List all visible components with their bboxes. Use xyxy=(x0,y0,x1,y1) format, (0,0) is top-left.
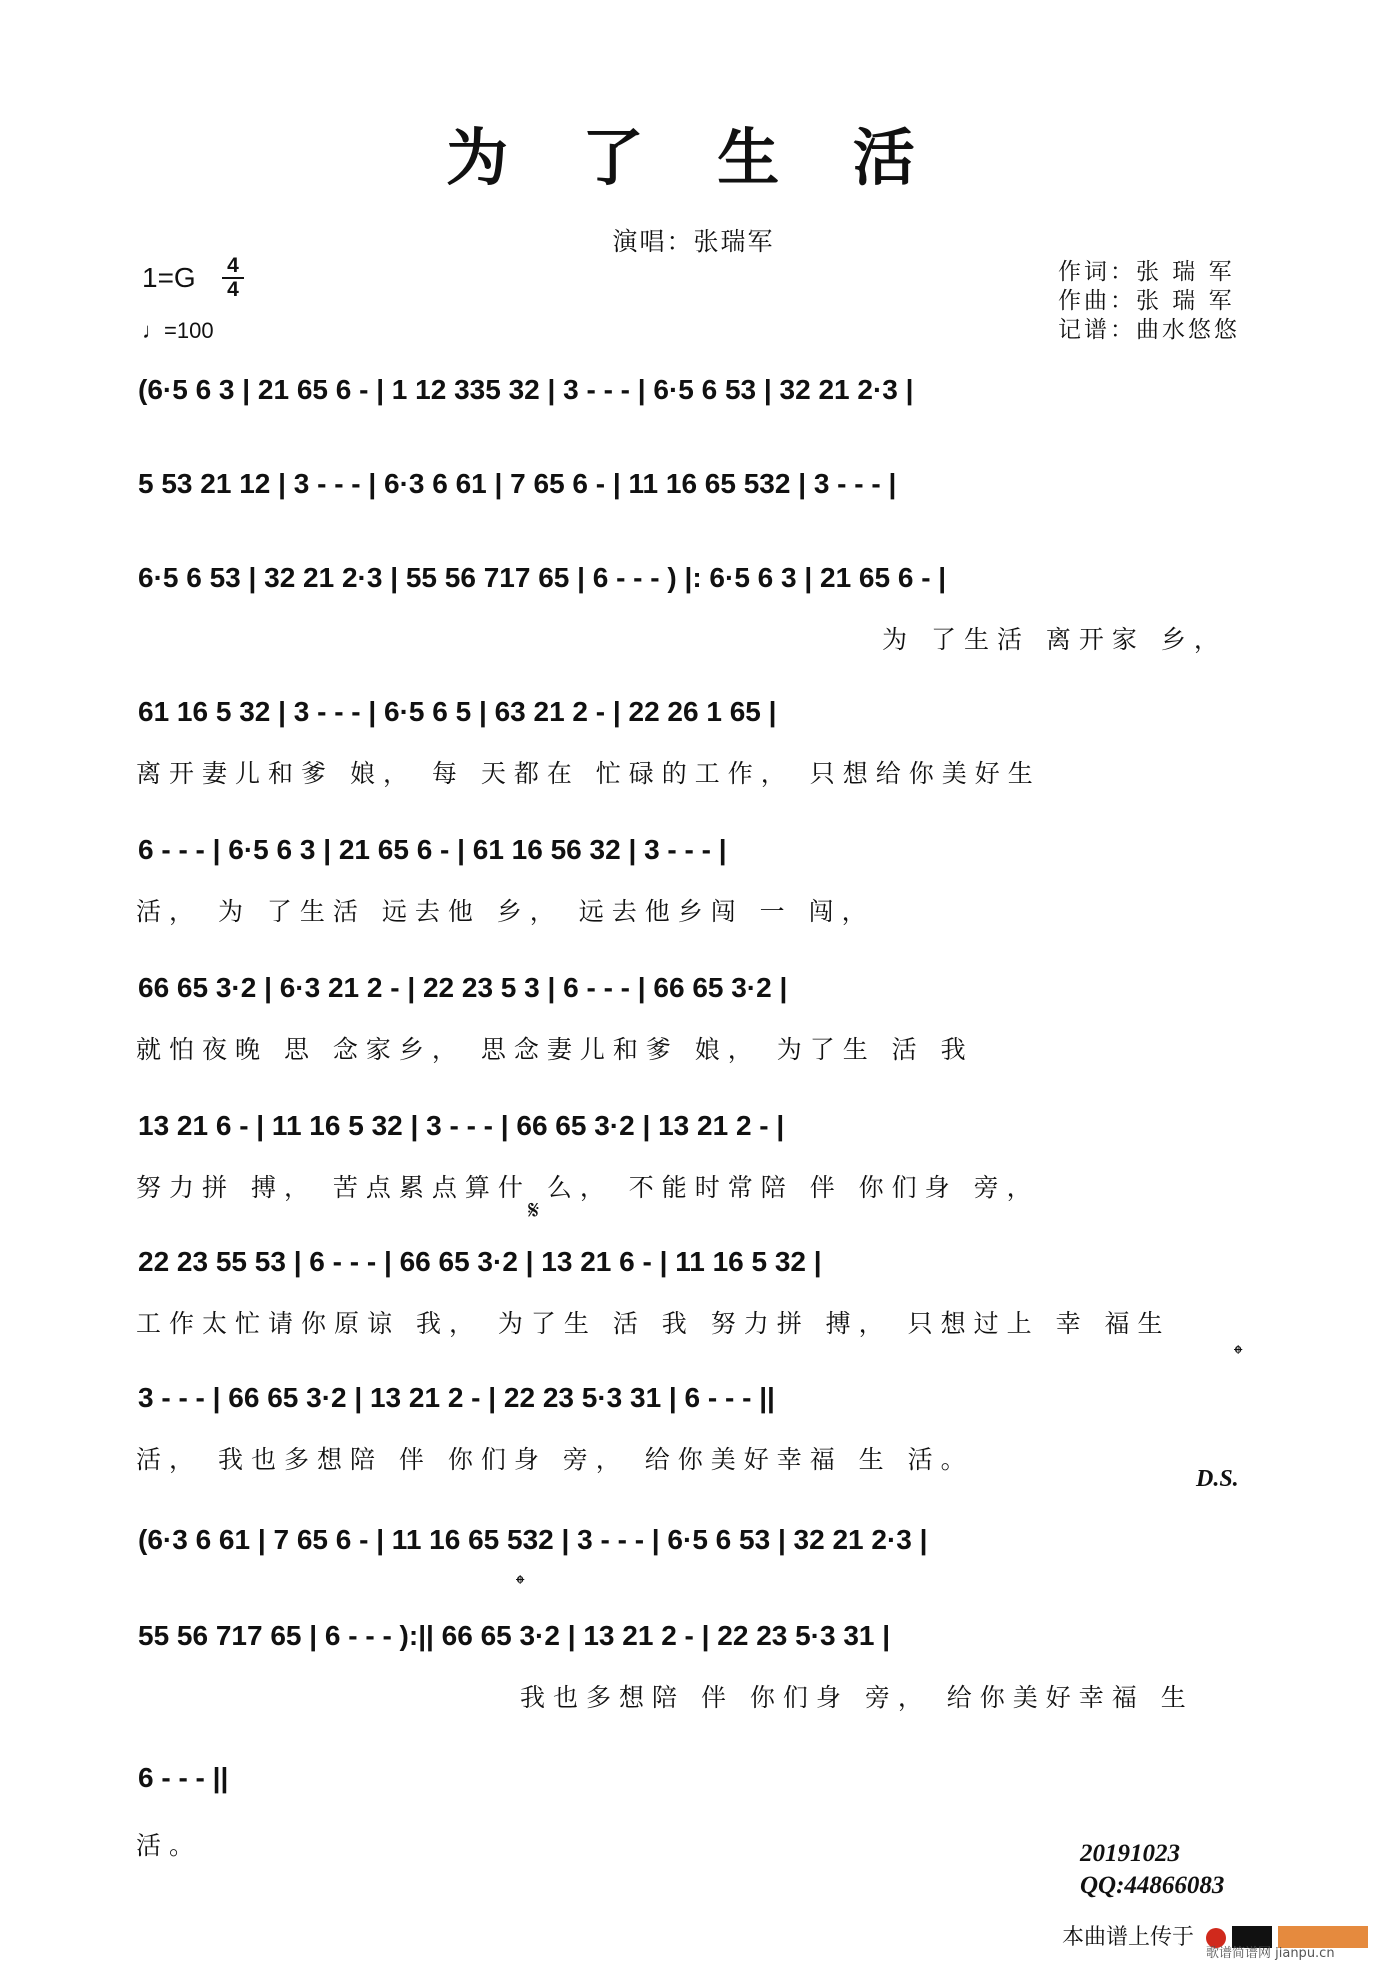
notation-line: (6·3 6 61 | 7 65 6 - | 11 16 65 532 | 3 - - - | 6·5 6 53 | 32 21 2·3 | xyxy=(138,1524,928,1555)
key-signature: 1=G xyxy=(142,262,196,293)
lyric-line: 为 了生活 离开家 乡， xyxy=(882,625,1227,654)
lyric-line: 就怕夜晚 思 念家乡， 思念妻儿和爹 娘， 为了生 活 我 xyxy=(136,1035,974,1064)
notation-line: 6 - - - | 6·5 6 3 | 21 65 6 - | 61 16 56 32 | 3 - - - | xyxy=(138,834,727,865)
notation-line: (6·5 6 3 | 21 65 6 - | 1 12 335 32 | 3 - - - | 6·5 6 53 | 32 21 2·3 | xyxy=(138,374,914,405)
lyric-line: 活。 xyxy=(136,1831,203,1860)
time-signature-top: 4 xyxy=(227,254,239,277)
coda-sign: 𝄌 xyxy=(516,1570,525,1598)
lyric-line: 离开妻儿和爹 娘， 每 天都在 忙碌的工作， 只想给你美好生 xyxy=(136,759,1041,788)
composer-credit: 作曲：张 瑞 军 xyxy=(1058,288,1235,314)
lyric-line: 工作太忙请你原谅 我， 为了生 活 我 努力拼 搏， 只想过上 幸 福生 xyxy=(136,1309,1171,1338)
watermark: 歌谱简谱网 jianpu.cn xyxy=(1206,1946,1335,1961)
lyric-line: 努力拼 搏， 苦点累点算什 么， 不能时常陪 伴 你们身 旁， xyxy=(136,1173,1040,1202)
time-signature xyxy=(222,256,244,300)
notation-line: 66 65 3·2 | 6·3 21 2 - | 22 23 5 3 | 6 - - - | 66 65 3·2 | xyxy=(138,972,788,1003)
lyric-line: 活， 我也多想陪 伴 你们身 旁， 给你美好幸福 生 活。 xyxy=(136,1445,974,1474)
lyric-line: 我也多想陪 伴 你们身 旁， 给你美好幸福 生 xyxy=(520,1683,1194,1712)
notation-line: 5 53 21 12 | 3 - - - | 6·3 6 61 | 7 65 6 - | 11 16 65 532 | 3 - - - | xyxy=(138,468,897,499)
credits-block xyxy=(1058,258,1240,345)
time-signature-bottom: 4 xyxy=(227,278,239,301)
notation-line: 6 - - - || xyxy=(138,1762,229,1793)
singer-credit: 演唱：张瑞军 xyxy=(612,227,775,256)
transcription-date: 20191023 xyxy=(1080,1840,1180,1867)
song-title: 为 了 生 活 xyxy=(446,121,941,194)
notation-line: 6·5 6 53 | 32 21 2·3 | 55 56 717 65 | 6 - - - ) |: 6·5 6 3 | 21 65 6 - | xyxy=(138,562,947,593)
notation-line: 22 23 55 53 | 6 - - - | 66 65 3·2 | 13 21 6 - | 11 16 5 32 | xyxy=(138,1246,822,1277)
notation-line: 13 21 6 - | 11 16 5 32 | 3 - - - | 66 65 3·2 | 13 21 2 - | xyxy=(138,1110,785,1141)
notation-line: 55 56 717 65 | 6 - - - ):|| 66 65 3·2 | 13 21 2 - | 22 23 5·3 31 | xyxy=(138,1620,891,1651)
notation-line: 61 16 5 32 | 3 - - - | 6·5 6 5 | 63 21 2 - | 22 26 1 65 | xyxy=(138,696,777,727)
coda-sign: 𝄌 xyxy=(1234,1340,1243,1368)
upload-notice: 本曲谱上传于 xyxy=(1062,1925,1195,1950)
segno-sign: 𝄋 xyxy=(528,1196,540,1226)
lyric-line: 活， 为 了生活 远去他 乡， 远去他乡闯 一 闯， xyxy=(136,897,875,926)
notation-line: 3 - - - | 66 65 3·2 | 13 21 2 - | 22 23 5·3 31 | 6 - - - || xyxy=(138,1382,775,1413)
transcription-info xyxy=(1080,1838,1224,1902)
lyricist-credit: 作词：张 瑞 军 xyxy=(1058,259,1235,285)
transcriber-credit: 记谱：曲水悠悠 xyxy=(1058,317,1240,343)
dal-segno-mark: D.S. xyxy=(1196,1466,1239,1492)
transcriber-qq: QQ:44866083 xyxy=(1080,1872,1225,1899)
tempo-marking: ♩=100 xyxy=(142,318,214,343)
